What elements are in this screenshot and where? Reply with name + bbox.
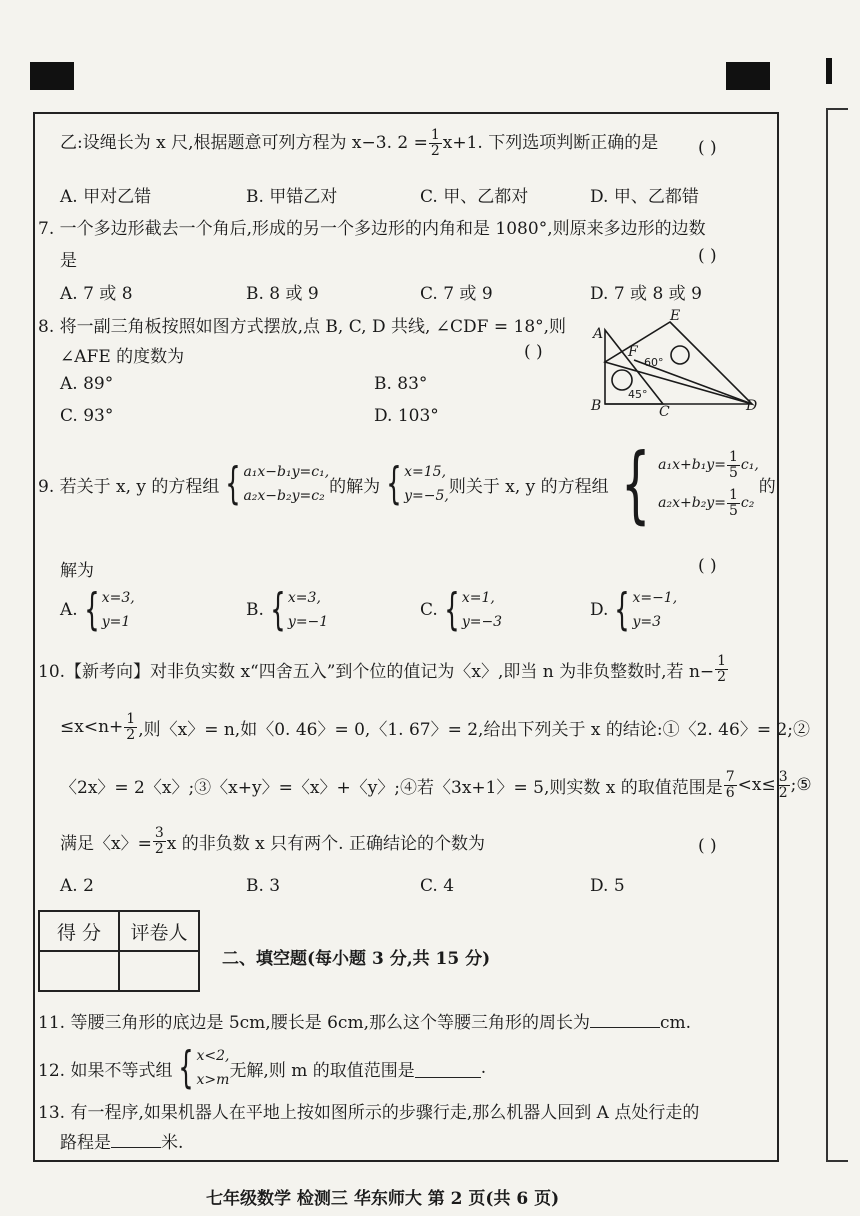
q9-sys1-row2: a₂x−b₂y=c₂: [243, 488, 325, 504]
label-b: B: [591, 398, 602, 414]
q12-answer-blank[interactable]: [415, 1059, 481, 1078]
q9-sys2-row2: a₂x+b₂y= $\frac{1}{5}$ c₂: [658, 486, 755, 519]
q8-answer-paren: ( ): [524, 342, 543, 362]
q7-answer-paren: ( ): [698, 246, 717, 266]
q9-suffix: 的: [758, 476, 776, 497]
q6-option-c: C. 甲、乙都对: [420, 187, 529, 207]
q12-stem: 12. 如果不等式组 { x<2, x>m 无解,则 m 的取值范围是 .: [38, 1042, 487, 1093]
q10-line2: ≤x<n+ $\frac{1}{2}$ ,则〈x〉= n,如〈0. 46〉= 0,〈1. 67〉= 2,给出下列关于 x 的结论:①〈2. 46〉= 2;②: [60, 711, 811, 743]
q9-sol-row2: y=−5,: [404, 488, 449, 504]
q9-mid1: 的解为: [329, 476, 381, 497]
score-table: [38, 910, 200, 992]
q9-sys2-row1: a₁x+b₁y= $\frac{1}{5}$ c₁,: [658, 448, 759, 481]
grader-header: 评卷人: [119, 911, 199, 951]
q9-option-d: D. { x=−1, y=3: [590, 584, 678, 635]
q11-stem: 11. 等腰三角形的底边是 5cm,腰长是 6cm,那么这个等腰三角形的周长为 cm.: [38, 1013, 692, 1033]
q9-option-a: A. { x=3, y=1: [60, 584, 135, 635]
angle-60-label: 60°: [644, 356, 664, 369]
label-d: D: [746, 398, 758, 414]
grader-cell[interactable]: [119, 951, 199, 991]
q7-stem: 7. 一个多边形截去一个角后,形成的另一个多边形的内角和是 1080°,则原来多边形的边数: [38, 219, 706, 239]
q9-option-b: B. { x=3, y=−1: [246, 584, 329, 635]
page-frame: [33, 112, 779, 1162]
q9-prefix: 9. 若关于 x, y 的方程组: [38, 476, 220, 497]
q7-stem-line2: 是: [60, 251, 77, 271]
next-page-edge: [826, 108, 848, 1162]
q8-stem: 8. 将一副三角板按照如图方式摆放,点 B, C, D 共线, ∠CDF = 18°,则: [38, 317, 567, 337]
q6-option-a: A. 甲对乙错: [60, 187, 152, 207]
q9-stem: [38, 435, 776, 533]
q7-option-c: C. 7 或 9: [420, 284, 493, 304]
q9-system-1: { a₁x−b₁y=c₁, a₂x−b₂y=c₂: [225, 458, 330, 509]
q6-option-d: D. 甲、乙都错: [590, 187, 699, 207]
q9-stem-line2: 解为: [60, 561, 94, 581]
q11-answer-blank[interactable]: [590, 1027, 660, 1028]
q9-system-2: { a₁x+b₁y= $\frac{1}{5}$ c₁, a₂x+b₂y= $\frac{1}{5}$ c₂: [620, 435, 759, 533]
q8-stem-line2: ∠AFE 的度数为: [60, 347, 185, 367]
q13-stem-line2: 路程是 米.: [60, 1133, 184, 1153]
q6-text-a: 乙:设绳长为 x 尺,根据题意可列方程为 x−3. 2 =: [60, 133, 428, 153]
q8-option-d: D. 103°: [374, 406, 439, 426]
page-footer: 七年级数学 检测三 华东师大 第 2 页(共 6 页): [206, 1189, 560, 1209]
q13-answer-blank[interactable]: [111, 1147, 161, 1148]
q10-option-c: C. 4: [420, 876, 455, 896]
score-cell[interactable]: [39, 951, 119, 991]
q8-option-a: A. 89°: [60, 374, 114, 394]
q7-option-d: D. 7 或 8 或 9: [590, 284, 702, 304]
q6-text-b: x+1. 下列选项判断正确的是: [442, 133, 659, 153]
q7-option-b: B. 8 或 9: [246, 284, 319, 304]
section-2-heading: 二、填空题(每小题 3 分,共 15 分): [222, 949, 491, 969]
q10-line3: 〈2x〉= 2〈x〉;③〈x+y〉=〈x〉+〈y〉;④若〈3x+1〉= 5,则实数 x 的取值范围是 $\frac{7}{6}$ <x≤ $\frac{3}{2}$ ;⑤: [60, 769, 812, 801]
label-f: F: [628, 344, 638, 360]
q8-option-c: C. 93°: [60, 406, 114, 426]
ruler-hole-lower: [612, 370, 632, 390]
q9-answer-paren: ( ): [698, 556, 717, 576]
label-e: E: [670, 308, 681, 324]
q10-answer-paren: ( ): [698, 836, 717, 856]
q9-mid2: 则关于 x, y 的方程组: [448, 476, 609, 497]
alignment-mark-right: [726, 62, 770, 90]
ruler-hole-upper: [671, 346, 689, 364]
q6-statement-b: [60, 128, 658, 159]
q8-option-b: B. 83°: [374, 374, 428, 394]
q7-option-a: A. 7 或 8: [60, 284, 133, 304]
alignment-mark-left: [30, 62, 74, 90]
q10-option-a: A. 2: [60, 876, 94, 896]
edge-mark-right: [826, 58, 832, 84]
q6-answer-paren: ( ): [698, 138, 717, 158]
score-header: 得 分: [39, 911, 119, 951]
triangle-ruler-figure: [588, 308, 758, 418]
q9-sys1-row1: a₁x−b₁y=c₁,: [243, 464, 330, 480]
q12-system: { x<2, x>m: [178, 1042, 230, 1093]
q9-solution: { x=15, y=−5,: [386, 458, 449, 509]
q10-line1: 10.【新考向】对非负实数 x“四舍五入”到个位的值记为〈x〉,即当 n 为非负整数时,若 n− $\frac{1}{2}$: [38, 653, 727, 685]
q10-option-d: D. 5: [590, 876, 625, 896]
angle-45-label: 45°: [628, 388, 648, 401]
q9-sol-row1: x=15,: [404, 464, 447, 480]
q9-option-c: C. { x=1, y=−3: [420, 584, 503, 635]
label-a: A: [593, 326, 604, 342]
q6-option-b: B. 甲错乙对: [246, 187, 338, 207]
q10-option-b: B. 3: [246, 876, 281, 896]
q13-stem: 13. 有一程序,如果机器人在平地上按如图所示的步骤行走,那么机器人回到 A 点处行走的: [38, 1103, 700, 1123]
label-c: C: [659, 404, 670, 418]
fraction: $\frac{1}{2}$: [430, 127, 440, 159]
q10-line4: 满足〈x〉= $\frac{3}{2}$ x 的非负数 x 只有两个. 正确结论的个数为: [60, 825, 485, 857]
